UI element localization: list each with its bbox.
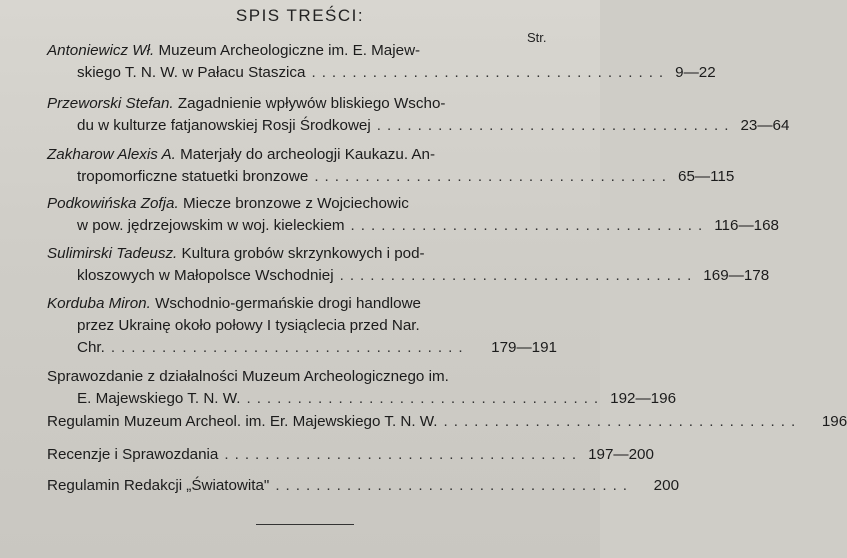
entry-title-part: E. Majewskiego T. N. W.	[77, 390, 241, 407]
entry-pages: 196	[821, 413, 847, 430]
entry-pages: 9—22	[675, 64, 716, 81]
dot-leader: ...................................	[224, 446, 583, 463]
entry-title-part: Miecze bronzowe z Wojciechowic	[182, 195, 409, 212]
toc-entry	[47, 411, 847, 433]
entry-second-line	[47, 62, 716, 84]
entry-first-line	[47, 293, 557, 315]
entry-title-part: Regulamin Redakcji „Światowita"	[47, 477, 270, 494]
entry-title-part: Zagadnienie wpływów bliskiego Wscho-	[177, 95, 446, 112]
dot-leader: ...................................	[246, 390, 605, 407]
toc-entry	[47, 293, 557, 359]
entry-second-line	[47, 215, 779, 237]
entry-author: Przeworski Stefan.	[47, 95, 174, 112]
entry-middle-line: przez Ukrainę około połowy I tysiąclecia przed Nar.	[77, 317, 420, 334]
entry-first-line: Sprawozdanie z działalności Muzeum Archeologicznego im.	[47, 368, 449, 385]
page-title: SPIS TREŚCI:	[235, 6, 365, 25]
entry-pages: 200	[653, 477, 680, 494]
entry-first-line	[47, 193, 557, 215]
toc-entry	[47, 193, 779, 237]
toc-entry	[47, 366, 677, 410]
entry-pages: 116—168	[714, 217, 779, 234]
entry-first-line	[47, 144, 557, 166]
toc-entry	[47, 40, 716, 84]
entry-title-part: Wschodnio-germańskie drogi handlowe	[155, 295, 422, 312]
toc-entry	[47, 93, 790, 137]
entry-title-part: du w kulturze fatjanowskiej Rosji Środkowej	[77, 117, 371, 134]
toc-entry	[47, 444, 654, 466]
entry-author: Zakharow Alexis A.	[47, 146, 176, 163]
entry-author: Sulimirski Tadeusz.	[47, 245, 178, 262]
entry-second-line	[47, 166, 735, 188]
dot-leader: ...................................	[339, 267, 698, 284]
toc-entry	[47, 243, 770, 287]
entry-author: Antoniewicz Wł.	[47, 42, 155, 59]
entry-title-part: Muzeum Archeologiczne im. E. Majew-	[158, 42, 421, 59]
entry-title-part: w pow. jędrzejowskim w woj. kieleckiem	[77, 217, 345, 234]
entry-pages: 169—178	[703, 267, 770, 284]
dot-leader: ...................................	[311, 64, 670, 81]
entry-title-part: Regulamin Muzeum Archeol. im. Er. Majewskiego T. N. W.	[47, 413, 438, 430]
entry-title-part: skiego T. N. W. w Pałacu Staszica	[77, 64, 306, 81]
entry-second-line	[47, 115, 790, 137]
entry-first-line	[47, 93, 557, 115]
entry-title-part: Kultura grobów skrzynkowych i pod-	[181, 245, 425, 262]
entry-author: Podkowińska Zofja.	[47, 195, 179, 212]
entry-title-part: Materjały do archeologji Kaukazu. An-	[180, 146, 436, 163]
entry-pages: 197—200	[588, 446, 654, 463]
entry-second-line	[47, 388, 677, 410]
dot-leader: ...................................	[314, 168, 672, 185]
closing-rule	[256, 524, 354, 525]
toc-entry	[47, 144, 735, 188]
toc-entry	[47, 475, 680, 497]
entry-title-part: Chr.	[77, 339, 105, 356]
entry-pages: 65—115	[678, 168, 735, 185]
entry-second-line	[47, 265, 770, 287]
dot-leader: ...................................	[110, 339, 469, 356]
dot-leader: ...................................	[376, 117, 735, 134]
entry-title-part: Recenzje i Sprawozdania	[47, 446, 219, 463]
entry-first-line	[47, 243, 557, 265]
entry-last-line	[47, 337, 557, 359]
dot-leader: ...................................	[350, 217, 709, 234]
entry-first-line	[47, 40, 557, 62]
dot-leader: ...................................	[275, 477, 634, 494]
entry-author: Korduba Miron.	[47, 295, 151, 312]
entry-title-part: kloszowych w Małopolsce Wschodniej	[77, 267, 334, 284]
entry-title-part: tropomorficzne statuetki bronzowe	[77, 168, 309, 185]
dot-leader: ...................................	[443, 413, 802, 430]
entry-pages: 179—191	[491, 339, 557, 356]
entry-pages: 192—196	[610, 390, 677, 407]
page-column-label: Str.	[527, 30, 547, 45]
entry-pages: 23—64	[740, 117, 790, 134]
